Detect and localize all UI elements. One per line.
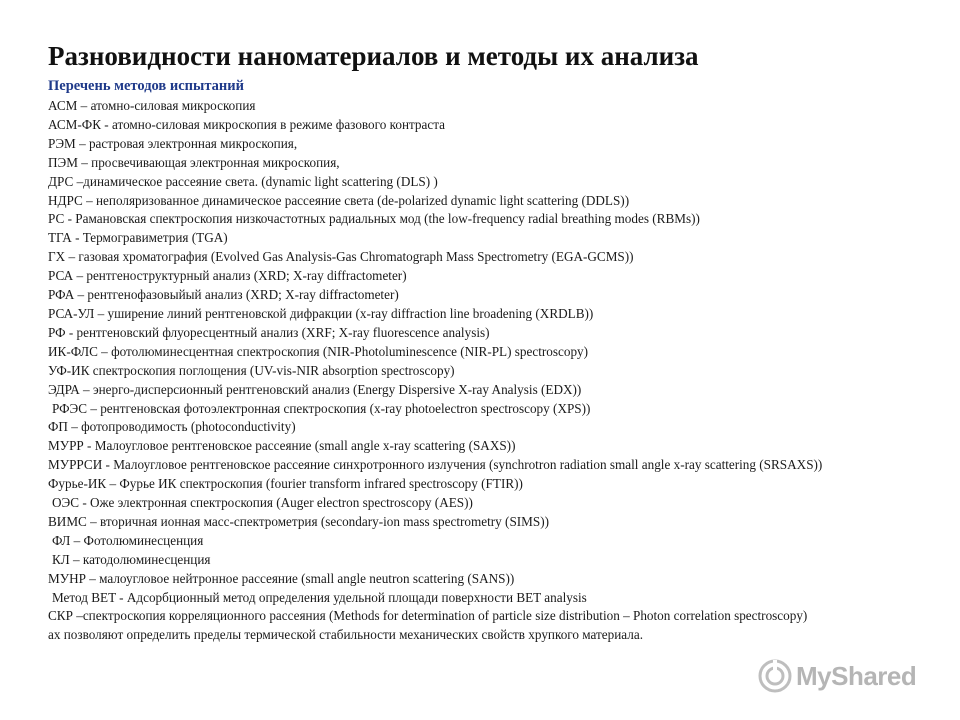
slide-title: Разновидности наноматериалов и методы их анализа <box>48 41 699 71</box>
list-item: ах позволяют определить пределы термической стабильности механических свойств хрупкого материала. <box>48 627 643 643</box>
watermark-text: MyShared <box>796 661 917 691</box>
list-item: ДРС –динамическое рассеяние света. (dynamic light scattering (DLS) ) <box>48 173 438 189</box>
list-item: ГХ – газовая хроматография (Evolved Gas Analysis-Gas Chromatograph Mass Spectrometry (EGA-GCMS)) <box>48 249 634 265</box>
list-item: РФ - рентгеновский флуоресцентный анализ (XRF; X-ray fluorescence analysis) <box>48 324 490 340</box>
list-item: ЭДРА – энерго-дисперсионный рентгеновский анализ (Energy Dispersive X-ray Analysis (EDX)) <box>48 381 582 397</box>
list-item: РСА-УЛ – уширение линий рентгеновской дифракции (x-ray diffraction line broadening (XRDLB)) <box>48 305 594 321</box>
list-item: Метод BET - Адсорбционный метод определения удельной площади поверхности BET analysis <box>52 589 587 605</box>
list-item: РФА – рентгенофазовыйый анализ (XRD; X-ray diffractometer) <box>48 287 399 303</box>
list-item: МУНР – малоугловое нейтронное рассеяние (small angle neutron scattering (SANS)) <box>48 570 515 586</box>
list-item: ФП – фотопроводимость (photoconductivity) <box>48 419 296 435</box>
list-item: ФЛ – Фотолюминесценция <box>52 532 204 548</box>
list-item: АСМ-ФК - атомно-силовая микроскопия в режиме фазового контраста <box>48 116 446 132</box>
list-item: ПЭМ – просвечивающая электронная микроскопия, <box>48 154 340 170</box>
list-item: НДРС – неполяризованное динамическое рассеяние света (de-polarized dynamic light scattering (DDLS)) <box>48 192 630 208</box>
list-item: АСМ – атомно-силовая микроскопия <box>48 98 256 113</box>
list-item: ИК-ФЛС – фотолюминесцентная спектроскопия (NIR-Photoluminescence (NIR-PL) spectroscopy) <box>48 343 589 359</box>
list-item: РСА – рентгеноструктурный анализ (XRD; X-ray diffractometer) <box>48 268 407 284</box>
list-item: РФЭС – рентгеновская фотоэлектронная спектроскопия (x-ray photoelectron spectroscopy (XPS)) <box>52 400 591 416</box>
list-item: СКР –спектроскопия корреляционного рассеяния (Methods for determination of particle size distribution – Photon correlation spectroscopy) <box>48 608 808 624</box>
methods-list <box>48 97 918 645</box>
list-item: Фурье-ИК – Фурье ИК спектроскопия (fourier transform infrared spectroscopy (FTIR)) <box>48 476 523 492</box>
list-item: РС - Рамановская спектроскопия низкочастотных радиальных мод (the low-frequency radial breathing modes (RBMs)) <box>48 211 700 227</box>
watermark <box>758 659 916 693</box>
myshared-logo-icon <box>758 659 792 693</box>
slide-subtitle: Перечень методов испытаний <box>48 78 244 94</box>
list-item: ТГА - Термогравиметрия (TGA) <box>48 230 228 246</box>
list-item: КЛ – катодолюминесценция <box>52 551 211 567</box>
list-item: УФ-ИК спектроскопия поглощения (UV-vis-NIR absorption spectroscopy) <box>48 362 455 378</box>
list-item: РЭМ – растровая электронная микроскопия, <box>48 135 298 151</box>
list-item: МУРРСИ - Малоугловое рентгеновское рассеяние синхротронного излучения (synchrotron radiation small angle x-ray scattering (SRSAXS)) <box>48 457 823 473</box>
list-item: ОЭС - Оже электронная спектроскопия (Auger electron spectroscopy (AES)) <box>52 495 473 511</box>
list-item: ВИМС – вторичная ионная масс-спектрометрия (secondary-ion mass spectrometry (SIMS)) <box>48 513 550 529</box>
list-item: МУРР - Малоугловое рентгеновское рассеяние (small angle x-ray scattering (SAXS)) <box>48 438 516 454</box>
